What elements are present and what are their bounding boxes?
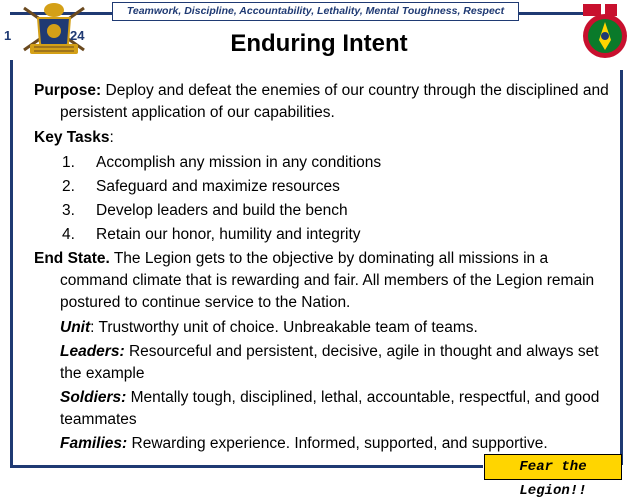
unit-label: Unit xyxy=(60,319,91,336)
key-tasks-label: Key Tasks xyxy=(34,129,110,146)
end-state-text: The Legion gets to the objective by dominating all missions in a command climate that is rewarding and fair. All members of the Legion remain postured to continue service to the Nation. xyxy=(60,250,595,311)
page-title: Enduring Intent xyxy=(230,30,408,57)
list-item xyxy=(34,200,614,222)
bottom-rule xyxy=(10,465,483,468)
intent-content xyxy=(34,80,614,457)
list-item xyxy=(34,152,614,174)
list-item-number: 1. xyxy=(62,154,75,171)
end-state-families xyxy=(34,433,614,455)
list-item-number: 4. xyxy=(62,226,75,243)
leaders-text: Resourceful and persistent, decisive, agile in thought and always set the example xyxy=(60,343,599,382)
soldiers-label: Soldiers: xyxy=(60,389,127,406)
end-state-unit xyxy=(34,317,614,339)
key-tasks-colon: : xyxy=(109,129,114,146)
crest-year-left: 1 xyxy=(4,28,12,43)
right-rule xyxy=(620,70,623,465)
leaders-label: Leaders: xyxy=(60,343,125,360)
key-tasks-list xyxy=(34,152,614,246)
top-rule-right xyxy=(517,12,583,15)
key-tasks-heading xyxy=(34,127,614,149)
list-item xyxy=(34,176,614,198)
list-item-number: 2. xyxy=(62,178,75,195)
unit-text: Trustworthy unit of choice. Unbreakable team of teams. xyxy=(98,319,478,336)
purpose-paragraph xyxy=(34,80,614,124)
end-state-soldiers xyxy=(34,387,614,431)
list-item-number: 3. xyxy=(62,202,75,219)
list-item-text: Accomplish any mission in any conditions xyxy=(96,154,382,171)
families-text: Rewarding experience. Informed, supported, and supportive. xyxy=(131,435,548,452)
unit-sep: : xyxy=(90,319,95,336)
slogan-badge: Fear the Legion!! xyxy=(484,454,622,480)
end-state-paragraph xyxy=(34,248,614,314)
list-item xyxy=(34,224,614,246)
families-label: Families: xyxy=(60,435,128,452)
list-item-text: Safeguard and maximize resources xyxy=(96,178,340,195)
end-state-leaders xyxy=(34,341,614,385)
purpose-text: Deploy and defeat the enemies of our country through the disciplined and persistent application of our capabilities. xyxy=(60,82,609,121)
crest-year-right: 24 xyxy=(70,28,85,43)
motto-banner: Teamwork, Discipline, Accountability, Lethality, Mental Toughness, Respect xyxy=(112,2,519,21)
soldiers-text: Mentally tough, disciplined, lethal, accountable, respectful, and good teammates xyxy=(60,389,600,428)
left-rule xyxy=(10,60,13,465)
list-item-text: Develop leaders and build the bench xyxy=(96,202,348,219)
purpose-label: Purpose: xyxy=(34,82,102,99)
list-item-text: Retain our honor, humility and integrity xyxy=(96,226,361,243)
end-state-label: End State. xyxy=(34,250,110,267)
